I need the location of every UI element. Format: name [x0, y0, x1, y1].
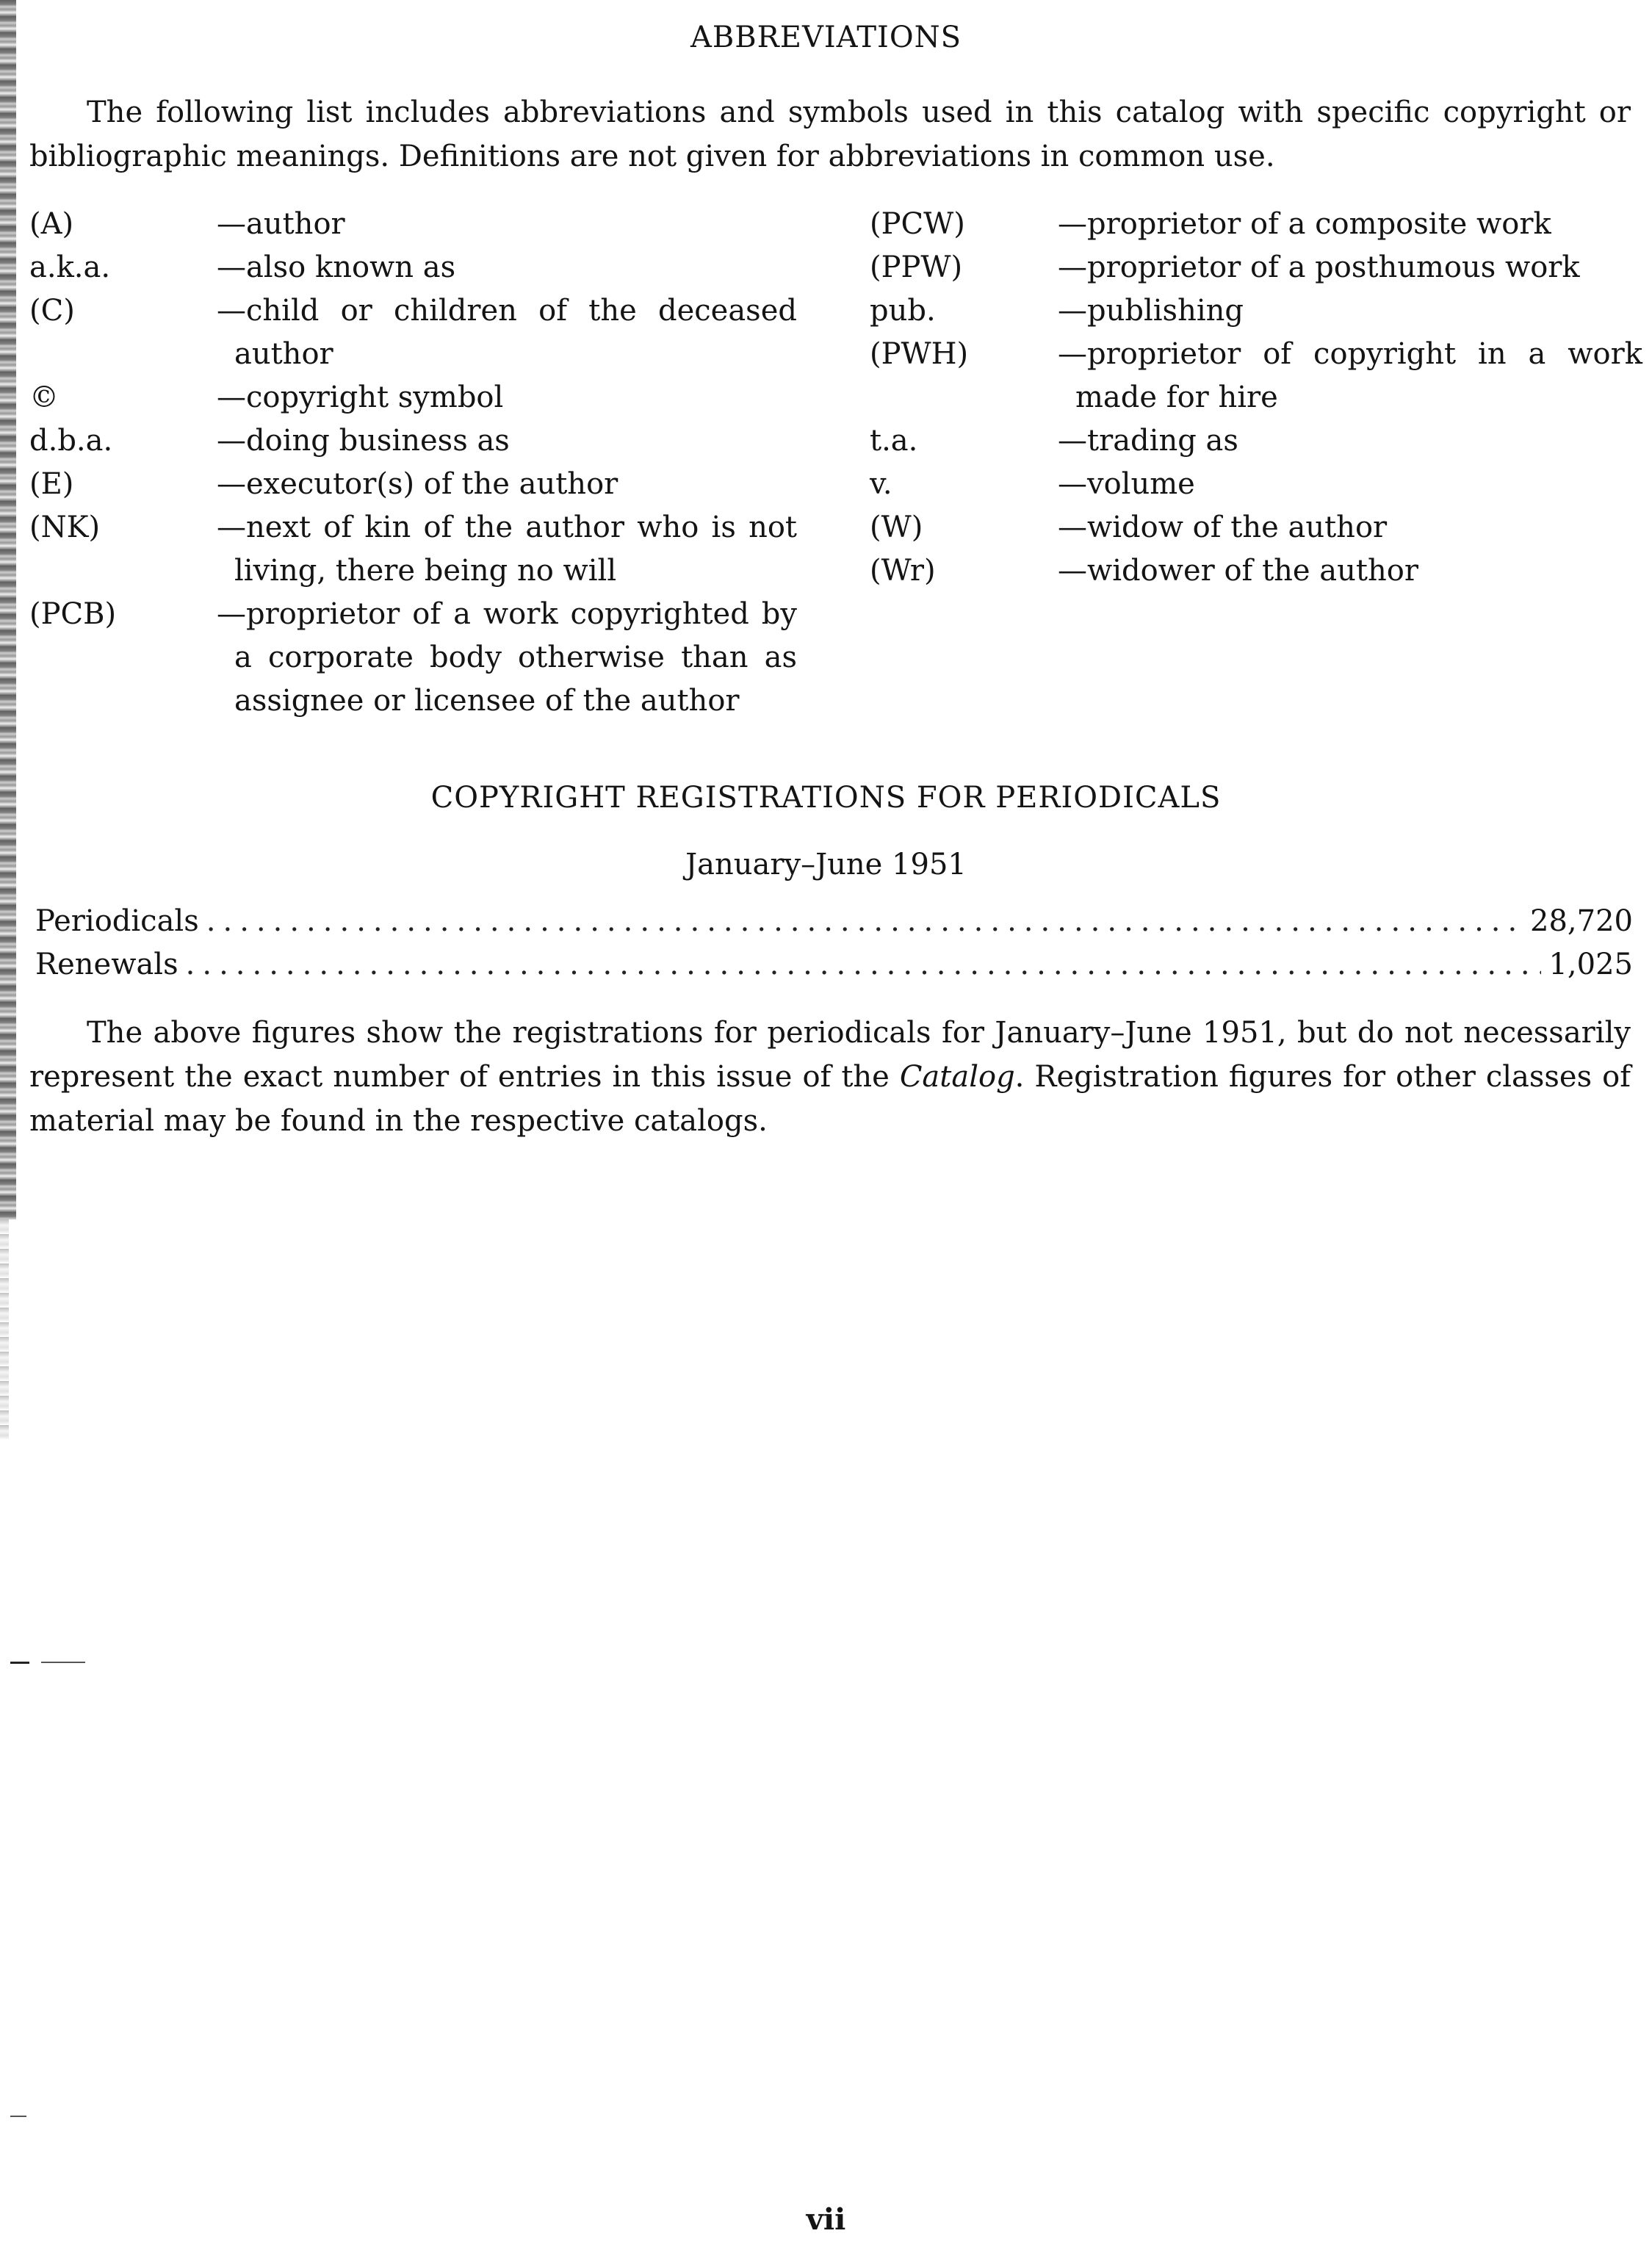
abbreviation-entry — [870, 289, 1642, 333]
note-text: The above figures show the registrations for periodicals for January–June 1951, but do not necessarily represent the exact number of entries in this issue of the — [29, 1016, 1631, 1094]
abbreviation-term: (PPW) — [870, 250, 963, 284]
note-catalog-title: Catalog — [899, 1060, 1015, 1094]
abbreviation-term: © — [29, 381, 59, 414]
abbreviation-entry — [870, 463, 1642, 506]
abbreviation-entry — [870, 506, 1642, 549]
scan-binding-edge-faint — [0, 1219, 9, 1440]
scan-mark — [10, 1662, 29, 1664]
registrations-table — [35, 900, 1633, 987]
abbreviations-left-column — [29, 203, 797, 723]
abbreviation-term: t.a. — [870, 424, 918, 458]
scan-mark — [41, 1662, 85, 1663]
abbreviation-term: (W) — [870, 511, 923, 544]
abbreviation-entry — [29, 419, 797, 463]
dot-leader — [186, 943, 1542, 987]
abbreviation-definition: —child or children of the deceased author — [217, 294, 797, 371]
abbreviation-definition: —proprietor of copyright in a work made for hire — [1058, 337, 1642, 414]
abbreviation-term: (PCW) — [870, 207, 965, 241]
abbreviation-term: (A) — [29, 207, 74, 241]
abbreviations-intro: The following list includes abbreviations and symbols used in this catalog with specific copyright or bibliographic meanings. Definitions are not given for abbreviations in common use. — [29, 95, 1631, 173]
dot-leader — [206, 900, 1523, 943]
abbreviation-definition: —author — [217, 207, 345, 241]
scan-mark — [10, 2116, 26, 2117]
abbreviation-definition: —proprietor of a posthumous work — [1058, 250, 1580, 284]
abbreviation-entry — [870, 246, 1642, 289]
registration-value: 1,025 — [1548, 948, 1633, 981]
abbreviation-entry — [870, 333, 1642, 419]
abbreviation-entry — [29, 203, 797, 246]
abbreviation-definition: —proprietor of a work copyrighted by a corporate body otherwise than as assignee or licensee of the author — [217, 597, 797, 718]
registration-label: Periodicals — [35, 904, 199, 938]
page-number: vii — [806, 2202, 846, 2237]
abbreviations-right-column — [870, 203, 1642, 593]
abbreviation-term: (Wr) — [870, 554, 936, 588]
abbreviation-entry — [870, 419, 1642, 463]
abbreviation-entry — [29, 506, 797, 593]
abbreviation-definition: —also known as — [217, 250, 456, 284]
abbreviation-definition: —volume — [1058, 467, 1195, 501]
abbreviation-term: (E) — [29, 467, 74, 501]
registration-value: 28,720 — [1530, 904, 1633, 938]
abbreviation-definition: —copyright symbol — [217, 381, 504, 414]
abbreviation-entry — [870, 203, 1642, 246]
scan-binding-edge — [0, 0, 16, 1219]
abbreviation-term: pub. — [870, 294, 936, 328]
abbreviation-term: (PWH) — [870, 337, 969, 371]
registration-row — [35, 943, 1633, 987]
abbreviation-entry — [29, 593, 797, 723]
abbreviation-entry — [870, 549, 1642, 593]
abbreviation-definition: —widower of the author — [1058, 554, 1418, 588]
registration-label: Renewals — [35, 948, 178, 981]
abbreviation-term: (NK) — [29, 511, 101, 544]
registrations-period: January–June 1951 — [685, 848, 967, 881]
abbreviation-definition: —widow of the author — [1058, 511, 1388, 544]
abbreviation-definition: —publishing — [1058, 294, 1244, 328]
abbreviation-entry — [29, 289, 797, 376]
abbreviation-term: d.b.a. — [29, 424, 113, 458]
abbreviation-definition: —proprietor of a composite work — [1058, 207, 1551, 241]
abbreviation-term: v. — [870, 467, 892, 501]
registrations-heading: COPYRIGHT REGISTRATIONS FOR PERIODICALS — [430, 781, 1222, 815]
abbreviation-definition: —next of kin of the author who is not living, there being no will — [217, 511, 797, 588]
abbreviations-heading: ABBREVIATIONS — [690, 21, 962, 54]
abbreviation-entry — [29, 463, 797, 506]
registrations-note — [29, 1011, 1631, 1143]
abbreviation-entry — [29, 376, 797, 419]
registration-row — [35, 900, 1633, 943]
abbreviation-term: (PCB) — [29, 597, 117, 631]
note-text: . Registration figures for other classes of material may be found in the respective catalogs. — [29, 1060, 1631, 1138]
abbreviation-definition: —trading as — [1058, 424, 1238, 458]
abbreviation-term: a.k.a. — [29, 250, 111, 284]
abbreviation-entry — [29, 246, 797, 289]
abbreviation-definition: —doing business as — [217, 424, 510, 458]
abbreviation-definition: —executor(s) of the author — [217, 467, 618, 501]
abbreviation-term: (C) — [29, 294, 75, 328]
